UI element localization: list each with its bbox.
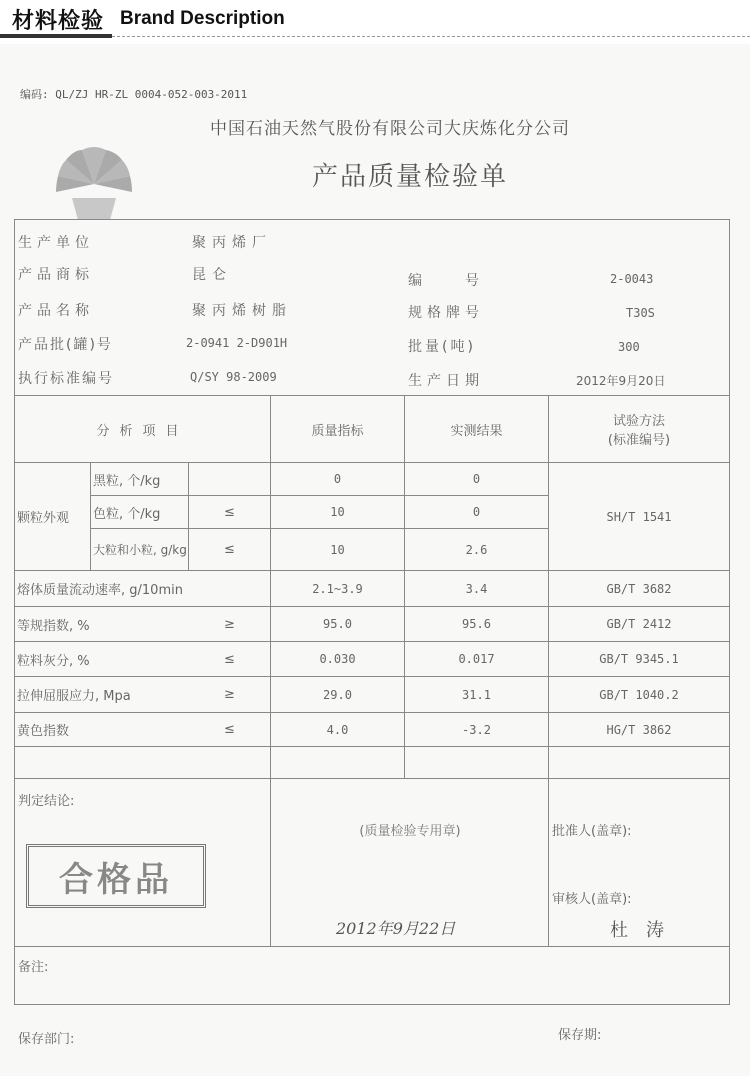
header-divider: [112, 36, 750, 37]
approver-label: 批准人(盖章):: [552, 824, 632, 839]
info-value-3b: T30S: [626, 306, 655, 320]
row-result-1: [405, 571, 548, 606]
group-result-1: [405, 463, 548, 495]
inspection-certificate-scan: [0, 44, 750, 1076]
group-op-3: ≤: [224, 542, 235, 557]
row-spec-2-text: 95.0: [323, 617, 352, 631]
col-header-method: [549, 396, 729, 462]
row-result-3: [405, 642, 548, 676]
row-item-1: 熔体质量流动速率, g/10min: [17, 583, 183, 598]
row-item-2: 等规指数, %: [17, 618, 90, 634]
section-title-cn: 材料检验: [12, 9, 105, 34]
row-method-5-text: HG/T 3862: [606, 722, 672, 737]
group-spec-1-text: 0: [333, 472, 342, 486]
group-result-1-text: 0: [472, 472, 481, 486]
row-method-4-text: GB/T 1040.2: [599, 687, 679, 702]
row-method-1: [549, 571, 729, 606]
row-spec-1-text: 2.1~3.9: [312, 581, 363, 596]
row-method-1-text: GB/T 3682: [606, 581, 672, 596]
row-spec-4-text: 29.0: [323, 687, 352, 702]
row-item-3: 粒料灰分, %: [17, 653, 90, 669]
info-value-5: Q/SY 98-2009: [190, 370, 277, 384]
group-label: 颗粒外观: [17, 511, 70, 526]
row-spec-1: [271, 571, 404, 606]
row-item-5: 黄色指数: [17, 724, 70, 739]
table-line: [14, 778, 730, 779]
table-line: [14, 746, 730, 747]
qualified-stamp: 合格品: [26, 844, 206, 908]
section-title-en: Brand Description: [120, 8, 285, 29]
col-header-method-line2: (标准编号): [607, 433, 671, 448]
group-method-text: SH/T 1541: [606, 509, 672, 524]
reviewer-label: 审核人(盖章):: [552, 892, 632, 907]
row-method-3-text: GB/T 9345.1: [599, 652, 679, 666]
info-value-5b: 2012年9月20日: [576, 374, 666, 388]
reviewer-signature: 杜 涛: [610, 920, 664, 941]
col-header-method-line1: 试验方法: [612, 414, 665, 429]
table-line: [14, 946, 730, 947]
row-item-4: 拉伸屈服应力, Mpa: [17, 689, 131, 704]
group-item-1: 黑粒, 个/kg: [93, 473, 161, 489]
row-spec-5-text: 4.0: [326, 722, 349, 737]
row-spec-3: [271, 642, 404, 676]
info-value-4b: 300: [618, 340, 640, 354]
group-op-1: [189, 463, 270, 495]
row-method-2: [549, 607, 729, 641]
document-code: 编码: QL/ZJ HR-ZL 0004-052-003-2011: [20, 88, 248, 101]
row-spec-5: [271, 713, 404, 746]
info-value-2b: 2-0043: [610, 272, 654, 286]
conclusion-label: 判定结论:: [18, 794, 75, 809]
group-result-2-text: 0: [472, 505, 481, 519]
group-result-2: [405, 496, 548, 528]
group-method: [549, 463, 729, 570]
group-spec-2-text: 10: [330, 505, 345, 519]
row-spec-3-text: 0.030: [319, 652, 356, 666]
row-method-4: [549, 677, 729, 712]
page-header: [0, 0, 750, 38]
row-op-4: ≥: [224, 687, 235, 702]
petrochina-logo-icon: [52, 144, 136, 224]
info-label-5: 执行标准编号: [18, 371, 114, 387]
group-item-2: 色粒, 个/kg: [93, 506, 161, 522]
group-op-2: ≤: [224, 504, 235, 520]
row-method-3: [549, 642, 729, 676]
table-line: [14, 219, 730, 220]
sign-date: 2012年9月22日: [336, 919, 456, 938]
info-label-5b: 生产日期: [408, 373, 484, 389]
row-spec-2: [271, 607, 404, 641]
row-op-3: ≤: [224, 651, 235, 667]
info-label-3: 产品名称: [18, 303, 94, 319]
group-result-3-text: 2.6: [465, 542, 488, 557]
info-value-4: 2-0941 2-D901H: [186, 336, 288, 350]
col-header-result: 实测结果: [450, 423, 503, 439]
row-result-5-text: -3.2: [462, 722, 491, 737]
qc-seal: (质量检验专用章): [359, 823, 461, 839]
row-op-5: ≤: [224, 722, 235, 737]
table-line: [729, 219, 730, 1004]
row-method-5: [549, 713, 729, 746]
group-spec-1: [271, 463, 404, 495]
storage-dept-label: 保存部门:: [18, 1032, 75, 1047]
info-value-2: 昆仑: [192, 267, 232, 283]
group-result-3: [405, 529, 548, 570]
info-value-3: 聚丙烯树脂: [192, 303, 292, 319]
group-spec-2: [271, 496, 404, 528]
document-title: 产品质量检验单: [312, 162, 509, 192]
remarks-label: 备注:: [18, 960, 49, 975]
info-value-1: 聚丙烯厂: [192, 235, 272, 251]
info-label-1: 生产单位: [18, 235, 94, 251]
info-label-2: 产品商标: [18, 267, 94, 283]
header-accent-bar: [0, 34, 112, 38]
info-label-4b: 批量(吨): [408, 339, 476, 355]
row-method-2-text: GB/T 2412: [606, 617, 672, 631]
group-spec-3: [271, 529, 404, 570]
row-result-4-text: 31.1: [462, 687, 491, 702]
row-result-2-text: 95.6: [462, 617, 491, 631]
info-label-3b: 规格牌号: [408, 305, 484, 321]
info-label-4: 产品批(罐)号: [18, 337, 113, 353]
table-line: [14, 1004, 730, 1005]
row-result-5: [405, 713, 548, 746]
col-header-spec: 质量指标: [311, 423, 364, 439]
row-result-4: [405, 677, 548, 712]
company-name: 中国石油天然气股份有限公司大庆炼化分公司: [210, 119, 570, 139]
info-label-2b: 编 号: [408, 273, 484, 289]
row-result-2: [405, 607, 548, 641]
row-result-3-text: 0.017: [458, 652, 495, 666]
row-op-2: ≥: [224, 616, 235, 632]
group-item-3: 大粒和小粒, g/kg: [93, 542, 187, 557]
row-result-1-text: 3.4: [465, 581, 488, 596]
storage-period-label: 保存期:: [558, 1028, 602, 1043]
col-header-item: 分析项目: [96, 423, 189, 439]
group-spec-3-text: 10: [330, 542, 345, 557]
row-spec-4: [271, 677, 404, 712]
